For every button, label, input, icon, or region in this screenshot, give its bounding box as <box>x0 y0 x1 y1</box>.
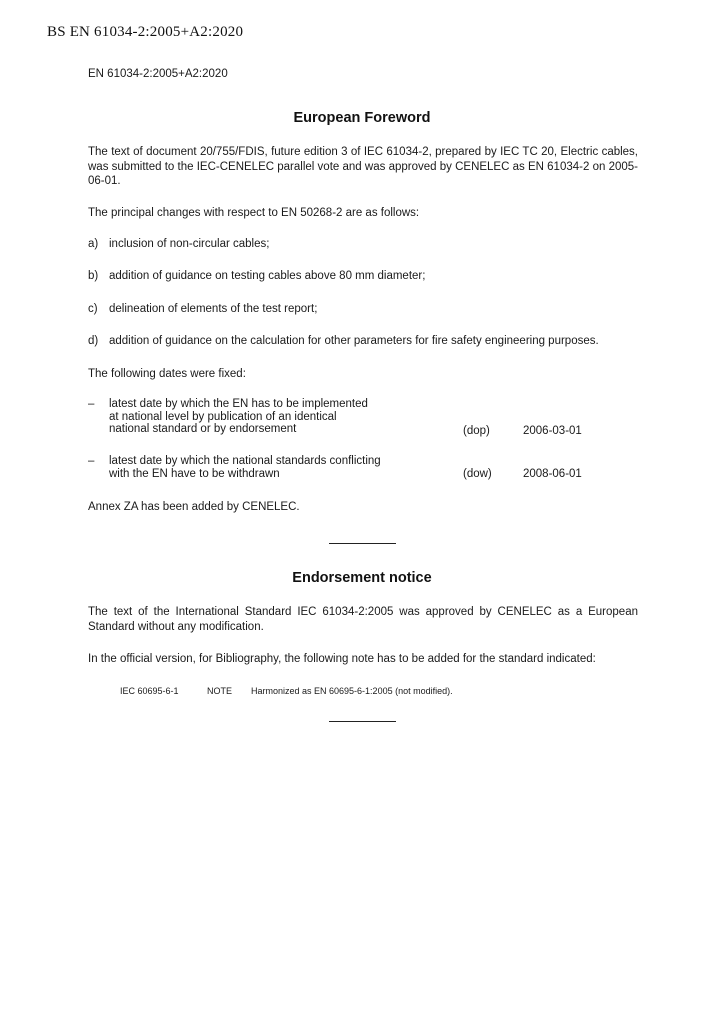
note-standard: IEC 60695-6-1 <box>120 686 179 696</box>
changes-intro: The principal changes with respect to EN 50268-2 are as follows: <box>88 207 420 219</box>
annex-note: Annex ZA has been added by CENELEC. <box>88 501 300 513</box>
bibliography-intro: In the official version, for Bibliography, the following note has to be added for the standard indicated: <box>88 653 596 665</box>
endorsement-title: Endorsement notice <box>292 570 432 586</box>
date-entry-date: 2008-06-01 <box>523 468 582 480</box>
list-item-marker: b) <box>88 270 99 282</box>
date-entry-description <box>109 398 429 436</box>
list-item-marker: a) <box>88 238 99 250</box>
date-entry-description <box>109 455 429 480</box>
list-item-text: addition of guidance on the calculation for other parameters for fire safety engineering purposes. <box>109 335 599 347</box>
date-entry-dash: – <box>88 398 95 410</box>
date-entry-line: national standard or by endorsement <box>109 423 297 435</box>
list-item-text: inclusion of non-circular cables; <box>109 238 270 250</box>
date-entry-line: latest date by which the national standards conflicting <box>109 455 381 467</box>
endorsement-paragraph: The text of the International Standard IEC 61034-2:2005 was approved by CENELEC as a European Standard without any modification. <box>88 606 638 633</box>
date-entry-dash: – <box>88 455 95 467</box>
date-entry-code: (dop) <box>463 425 490 437</box>
list-item-marker: d) <box>88 335 99 347</box>
foreword-title: European Foreword <box>293 110 431 126</box>
section-divider <box>329 543 396 544</box>
page-header: BS EN 61034-2:2005+A2:2020 <box>47 24 244 40</box>
date-entry-line: with the EN have to be withdrawn <box>109 467 280 480</box>
note-text: Harmonized as EN 60695-6-1:2005 (not modified). <box>251 686 453 696</box>
foreword-intro-paragraph: The text of document 20/755/FDIS, future edition 3 of IEC 61034-2, prepared by IEC TC 20, Electric cables, was submitted to the IEC-CENELEC parallel vote and was approved by CENELEC as EN 61034-2 on 2005-06-01. <box>88 146 638 187</box>
document-reference: EN 61034-2:2005+A2:2020 <box>88 68 228 80</box>
section-divider <box>329 721 396 722</box>
list-item-marker: c) <box>88 303 98 315</box>
note-label: NOTE <box>207 686 233 696</box>
date-entry-line: at national level by publication of an identical <box>109 410 337 423</box>
list-item-text: delineation of elements of the test report; <box>109 303 318 315</box>
date-entry-line: latest date by which the EN has to be implemented <box>109 398 368 410</box>
dates-intro: The following dates were fixed: <box>88 368 246 380</box>
list-item-text: addition of guidance on testing cables above 80 mm diameter; <box>109 270 426 282</box>
date-entry-date: 2006-03-01 <box>523 425 582 437</box>
date-entry-code: (dow) <box>463 468 492 480</box>
